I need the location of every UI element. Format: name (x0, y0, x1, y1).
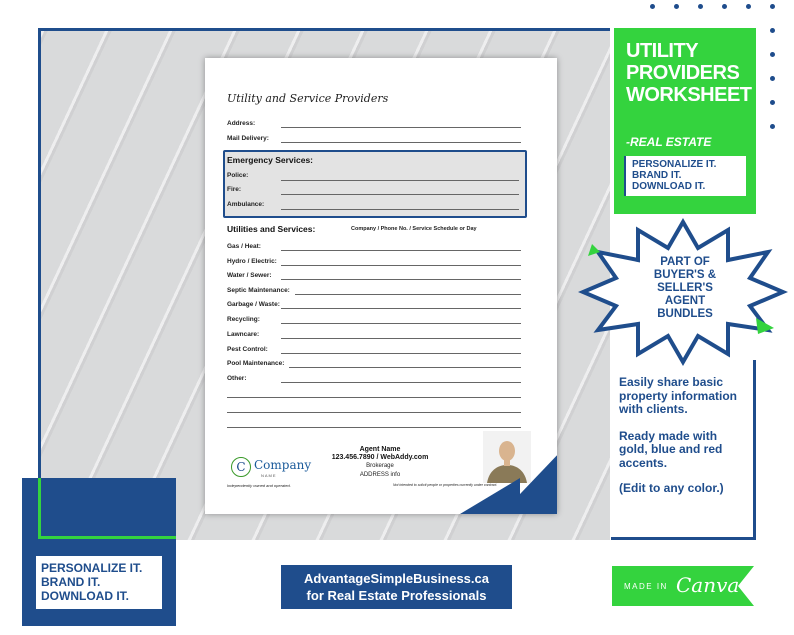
personalize-line: BRAND IT. (632, 170, 682, 181)
address-label: Address: (227, 120, 256, 127)
blank-line (227, 427, 521, 428)
utilities-heading: Utilities and Services: (227, 224, 316, 234)
police-label: Police: (227, 172, 249, 179)
utility-line (281, 338, 521, 339)
utility-line (289, 367, 521, 368)
utility-line (281, 308, 521, 309)
product-subtitle: -REAL ESTATE (626, 135, 712, 149)
company-logo-mark: C (231, 457, 251, 477)
personalize-line: DOWNLOAD IT. (632, 181, 706, 192)
agent-name: Agent Name (359, 446, 401, 453)
website-banner (281, 565, 512, 609)
starburst-text (640, 256, 730, 321)
title-line: WORKSHEET (626, 84, 752, 106)
personalize-panel (36, 556, 162, 609)
address-info: ADDRESS info (359, 472, 401, 478)
utility-line (281, 353, 521, 354)
worksheet-title: Utility and Service Providers (227, 92, 389, 105)
canva-made-in: MADE IN (624, 582, 668, 591)
emergency-services-box (223, 150, 527, 218)
description-para: Ready made with gold, blue and red accents. (619, 428, 723, 470)
description-para: (Edit to any color.) (619, 481, 724, 495)
mail-delivery-label: Mail Delivery: (227, 135, 269, 142)
utility-label: Pest Control: (227, 346, 268, 353)
personalize-line: DOWNLOAD IT. (41, 589, 129, 603)
utility-label: Gas / Heat: (227, 243, 261, 250)
canva-logo: Canva (676, 573, 740, 597)
mail-delivery-line (281, 142, 521, 143)
utility-line (281, 265, 521, 266)
green-accent-line (38, 536, 176, 539)
personalize-line: PERSONALIZE IT. (632, 159, 717, 170)
personalize-line: PERSONALIZE IT. (41, 561, 143, 575)
utility-line (295, 294, 521, 295)
independent-note: Independently owned and operated. (227, 483, 291, 488)
product-title-box (614, 28, 756, 214)
police-line (281, 180, 519, 181)
company-name: Company (254, 458, 312, 472)
blue-corner-accent (460, 478, 520, 514)
company-sub: NAME (261, 473, 277, 478)
personalize-box (624, 156, 746, 196)
utility-label: Septic Maintenance: (227, 287, 290, 294)
address-line (281, 127, 521, 128)
utilities-column-header: Company / Phone No. / Service Schedule or Day (351, 226, 477, 232)
banner-line: for Real Estate Professionals (306, 588, 487, 603)
title-line: PROVIDERS (626, 62, 740, 84)
green-accent-line (38, 478, 41, 536)
description-para: Easily share basic property information with clients. (619, 375, 738, 416)
starburst-line: AGENT (664, 295, 706, 307)
product-title (626, 40, 752, 106)
utility-line (281, 250, 521, 251)
brokerage: Brokerage (366, 463, 394, 469)
emergency-heading: Emergency Services: (227, 155, 313, 165)
utility-label: Garbage / Waste: (227, 301, 280, 308)
ambulance-line (281, 209, 519, 210)
fire-label: Fire: (227, 186, 242, 193)
worksheet-page (205, 58, 557, 514)
disclaimer-note: Not intended to solicit people or properties currently under contract. (393, 483, 498, 487)
personalize-line: BRAND IT. (41, 575, 101, 589)
starburst-line: BUNDLES (657, 308, 713, 320)
utility-label: Hydro / Electric: (227, 258, 277, 265)
utility-label: Other: (227, 375, 247, 382)
starburst-line: SELLER'S (657, 282, 713, 294)
utility-line (281, 382, 521, 383)
utility-label: Lawncare: (227, 331, 260, 338)
banner-line: AdvantageSimpleBusiness.ca (304, 571, 489, 586)
fire-line (281, 194, 519, 195)
description-text (619, 376, 749, 496)
blank-line (227, 397, 521, 398)
utility-line (281, 323, 521, 324)
utility-label: Recycling: (227, 316, 260, 323)
blank-line (227, 412, 521, 413)
ambulance-label: Ambulance: (227, 201, 265, 208)
utility-label: Pool Maintenance: (227, 360, 285, 367)
starburst-line: PART OF (660, 256, 710, 268)
agent-phone-web: 123.456.7890 / WebAddy.com (331, 454, 429, 461)
starburst-line: BUYER'S & (653, 269, 717, 281)
utility-label: Water / Sewer: (227, 272, 272, 279)
utility-line (281, 279, 521, 280)
title-line: UTILITY (626, 40, 699, 62)
